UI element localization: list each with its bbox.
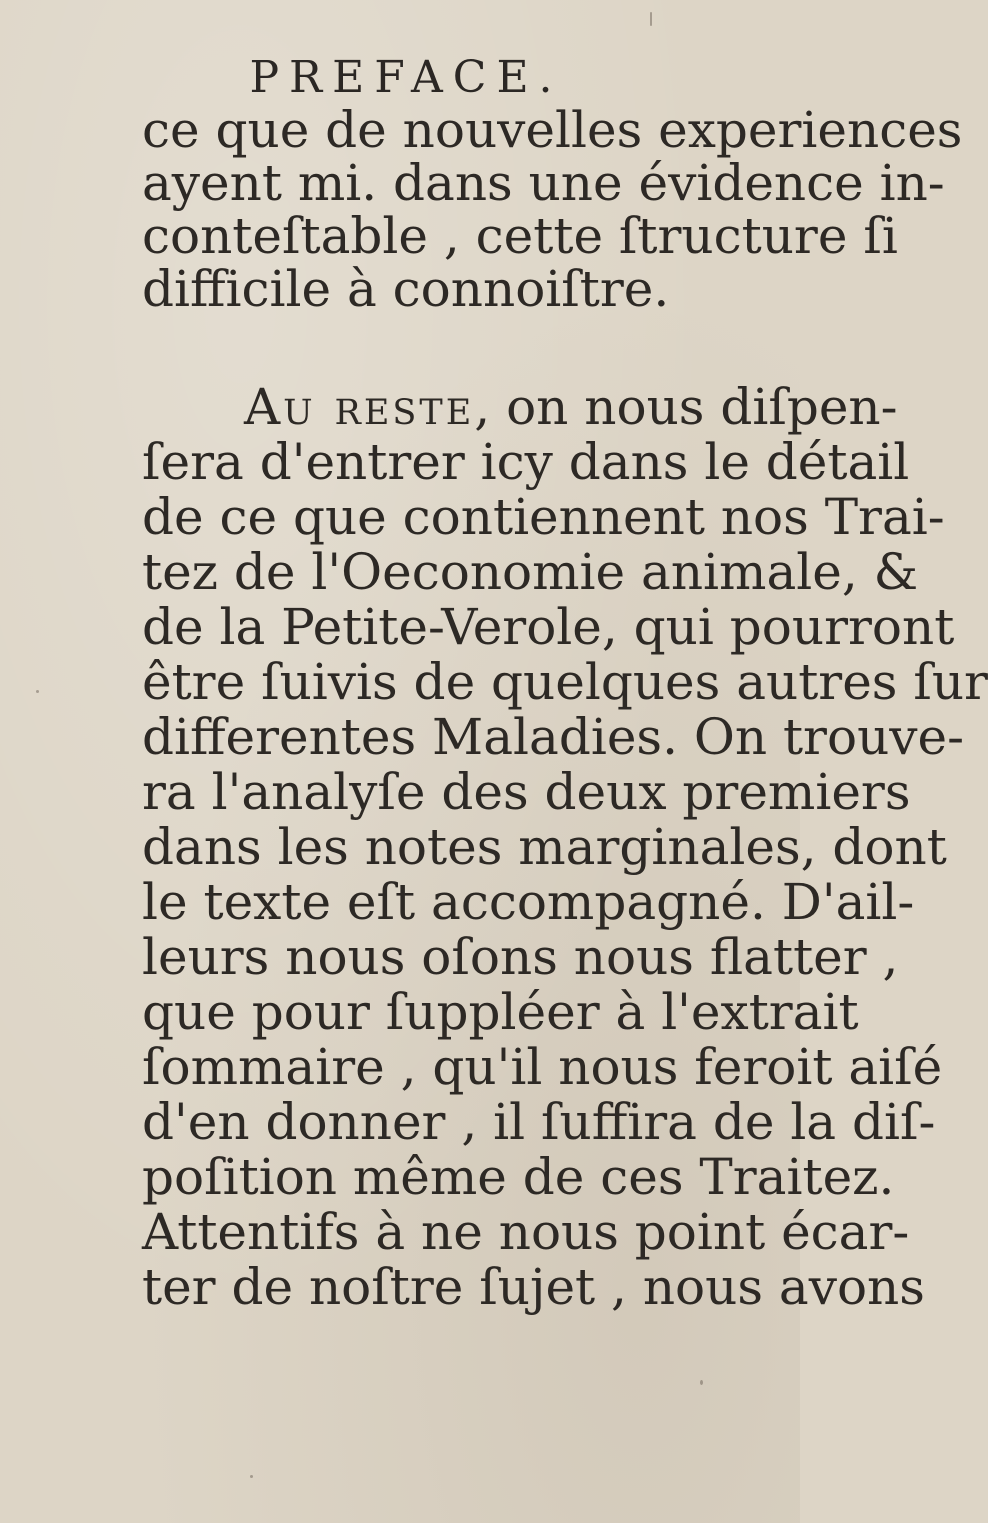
text-line: leurs nous oſons nous flatter , — [142, 928, 899, 986]
text-line: tez de l'Oeconomie animale, & — [142, 543, 919, 601]
paper-speck — [250, 1475, 253, 1478]
text-line: le texte eſt accompagné. D'ail- — [142, 873, 915, 931]
paper-speck — [700, 1380, 703, 1385]
text-line: de ce que contiennent nos Trai- — [142, 488, 945, 546]
text-line: conteſtable , cette ſtructure ſi — [142, 207, 898, 265]
text-line: d'en donner , il ſuffira de la diſ- — [142, 1093, 936, 1151]
text-line: dans les notes marginales, dont — [142, 818, 947, 876]
text-line: Attentifs à ne nous point écar- — [142, 1203, 910, 1261]
text-line: ra l'analyſe des deux premiers — [142, 763, 911, 821]
text-line: poſition même de ces Traitez. — [142, 1148, 895, 1206]
text-line: difficile à connoiſtre. — [142, 260, 670, 318]
running-head: PREFACE. — [249, 52, 563, 103]
text-line: être ſuivis de quelques autres ſur — [142, 653, 988, 711]
text-line: ſommaire , qu'il nous feroit aiſé — [142, 1038, 943, 1096]
paragraph-opening-line — [244, 377, 898, 437]
text-line: differentes Maladies. On trouve- — [142, 708, 964, 766]
paper-speck — [650, 12, 652, 26]
paper-speck — [36, 690, 39, 693]
text-line: ayent mi. dans une évidence in- — [142, 154, 945, 212]
text-line: ter de noſtre ſujet , nous avons — [142, 1258, 925, 1316]
text-line: de la Petite-Verole, qui pourront — [142, 598, 955, 656]
text-line: que pour ſuppléer à l'extrait — [142, 983, 859, 1041]
text-line: ſera d'entrer icy dans le détail — [142, 433, 910, 491]
text-line: ce que de nouvelles experiences — [142, 101, 963, 159]
text-line-rest: , on nous diſpen- — [474, 378, 898, 436]
smallcaps-lead: Au reste — [244, 378, 475, 436]
